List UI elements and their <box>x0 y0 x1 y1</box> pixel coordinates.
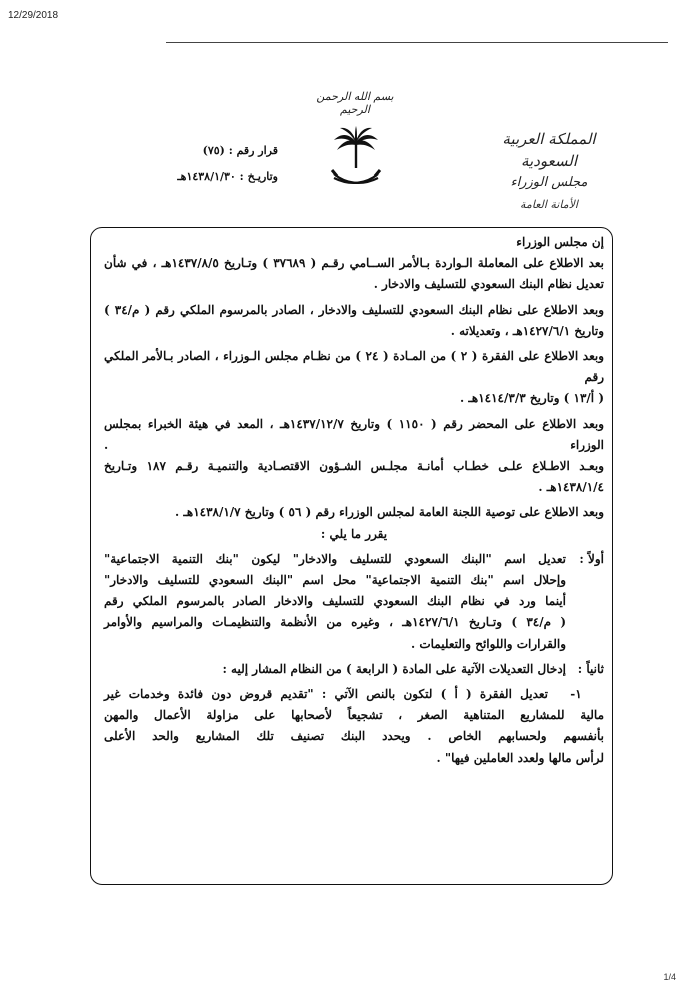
opening-line: إن مجلس الوزراء <box>516 235 604 249</box>
paragraph-2-line-1: وبعد الاطلاع على نظام البنك السعودي للتسليف والادخار ، الصادر بالمرسوم الملكي رقم ( م/٣٤ ) <box>104 302 604 317</box>
decision-date: وتاريـخ : ١٤٣٨/١/٣٠هـ <box>177 170 278 183</box>
clause-first-line-5: والقرارات واللوائح والتعليمات . <box>410 636 566 651</box>
paragraph-5-line-1: وبعـد الاطـلاع علـى خطـاب أمانـة مجلـس الشـؤون الاقتصـادية والتنميـة رقـم ١٨٧ وتـاريخ <box>104 459 604 474</box>
sub-clause-1-marker: ١- <box>570 687 582 702</box>
saudi-emblem-icon <box>328 124 384 194</box>
basmala: بسم الله الرحمن الرحيم <box>316 90 394 116</box>
letterhead-right <box>474 128 624 216</box>
decision-reference <box>168 138 278 190</box>
clause-first-line-4: ( م/٣٤ ) وتـاريخ ١٤٢٧/٦/١هـ ، وغيره من الأنظمة والتنظيمـات والمراسيم والأوامر <box>104 615 566 630</box>
sub-clause-1 <box>104 684 604 705</box>
paragraph-5-line-2: ١٤٣٨/١/٤هـ . <box>538 480 604 495</box>
sub-clause-1-line-1: تعديل الفقرة ( أ ) لتكون بالنص الآتي : "تقديم قروض دون فائدة وخدمات غير <box>104 687 548 702</box>
council-name: مجلس الوزراء <box>510 175 588 190</box>
paragraph-4: وبعد الاطلاع على المحضر رقم ( ١١٥٠ ) وتاريخ ١٤٣٧/١٢/٧هـ ، المعد في هيئة الخبراء بمجلس الوزراء . <box>104 416 604 452</box>
clause-first <box>104 549 604 655</box>
sub-clause-1-line-4: لرأس مالها ولعدد العاملين فيها" . <box>436 750 604 765</box>
header-rule <box>166 42 668 43</box>
paragraph-2-line-2: وتاريخ ١٤٢٧/٦/١هـ ، وتعديلاته . <box>450 323 604 338</box>
clause-first-line-1: تعديل اسم "البنك السعودي للتسليف والادخار" ليكون "بنك التنمية الاجتماعية" <box>104 551 566 566</box>
clause-first-line-2: وإحلال اسم "بنك التنمية الاجتماعية" محل اسم "البنك السعودي للتسليف والادخار" <box>104 573 566 588</box>
clause-second-text: إدخال التعديلات الآتية على المادة ( الرابعة ) من النظام المشار إليه : <box>222 661 566 676</box>
kingdom-name: المملكة العربية السعودية <box>502 130 596 170</box>
clause-second <box>104 659 604 680</box>
clause-first-line-3: أينما ورد في نظام البنك السعودي للتسليف والادخار الصادر بالمرسوم الملكي رقم <box>104 594 566 609</box>
paragraph-1-line-1: بعد الاطلاع على المعاملة الـواردة بـالأمر الســامي رقـم ( ٣٧٦٨٩ ) وتـاريخ ١٤٣٧/٨/٥هـ ، في شأن <box>104 256 605 271</box>
sub-clause-1-line-3: بأنفسهم ولحسابهم الخاص . ويحدد البنك تصنيف تلك المشاريع والحد الأعلى <box>104 729 604 744</box>
paragraph-3-line-2: ( أ/١٣ ) وتاريخ ١٤١٤/٣/٣هـ . <box>460 391 604 406</box>
page-number: 1/4 <box>663 972 676 982</box>
secretariat-name: الأمانة العامة <box>520 198 578 211</box>
clause-second-marker: ثانياً : <box>577 661 604 676</box>
paragraph-6: وبعد الاطلاع على توصية اللجنة العامة لمجلس الوزراء رقم ( ٥٦ ) وتاريخ ١٤٣٨/١/٧هـ . <box>174 505 604 520</box>
paragraph-3-line-1: وبعد الاطلاع على الفقرة ( ٢ ) من المـادة ( ٢٤ ) من نظـام مجلس الـوزراء ، الصادر بـالأمر الملكي رقم <box>104 349 605 385</box>
paragraph-1-line-2: تعديل نظام البنك السعودي للتسليف والادخار . <box>373 277 604 292</box>
decides-heading: يقرر ما يلي : <box>320 526 388 541</box>
decision-body <box>104 232 604 769</box>
sub-clause-1-line-2: مالية للمشاريع المتناهية الصغر ، تشجيعاً لأصحابها على مزاولة الأعمال والمهن <box>104 708 604 723</box>
decision-number: قرار رقم : (٧٥) <box>202 144 278 157</box>
print-date: 12/29/2018 <box>8 10 59 21</box>
clause-first-marker: أولاً : <box>579 551 604 566</box>
